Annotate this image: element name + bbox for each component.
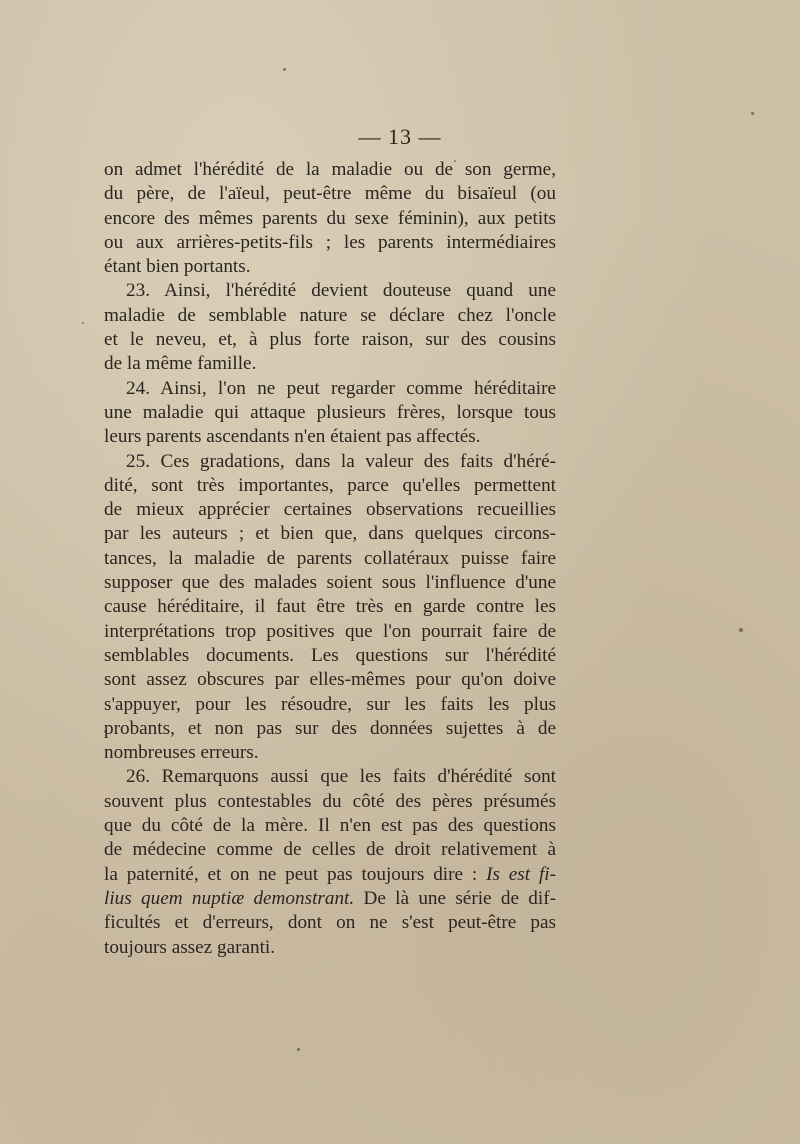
text-line: nombreuses erreurs. bbox=[104, 742, 259, 764]
text-line: 25. Ces gradations, dans la valeur des faits d'héré- bbox=[126, 450, 556, 472]
page-number: — 13 — bbox=[358, 124, 442, 149]
latin-quote-part2: lius quem nuptiæ demonstrant. bbox=[104, 887, 355, 909]
text-line: leurs parents ascendants n'en étaient pas affectés. bbox=[104, 426, 481, 448]
latin-quote-part1: Is est fi- bbox=[486, 863, 556, 885]
text-line: encore des mêmes parents du sexe féminin), aux petits bbox=[104, 207, 556, 229]
text-line: interprétations trop positives que l'on pourrait faire de bbox=[104, 620, 556, 642]
text-line: toujours assez garanti. bbox=[104, 936, 276, 958]
text-line: on admet l'hérédité de la maladie ou de son germe, bbox=[104, 159, 556, 180]
paper-speck bbox=[82, 322, 84, 324]
paper-speck bbox=[283, 68, 286, 71]
text-line bbox=[104, 887, 556, 911]
text-fragment: la paternité, et on ne peut pas toujours dire : bbox=[104, 863, 487, 885]
paragraph-continuation bbox=[104, 158, 556, 279]
text-line: et le neveu, et, à plus forte raison, sur des cousins bbox=[104, 329, 556, 351]
text-line bbox=[104, 863, 556, 887]
text-line: sont assez obscures par elles-mêmes pour qu'on doive bbox=[104, 669, 556, 691]
text-line: de la même famille. bbox=[104, 353, 257, 375]
text-line: s'appuyer, pour les résoudre, sur les faits les plus bbox=[104, 693, 556, 715]
text-fragment: De là une série de dif- bbox=[354, 887, 556, 909]
text-line: probants, et non pas sur des données sujettes à de bbox=[104, 717, 556, 739]
text-line: 26. Remarquons aussi que les faits d'hérédité sont bbox=[126, 766, 556, 788]
paper-speck bbox=[739, 628, 743, 632]
paper-speck bbox=[751, 112, 754, 115]
text-line: 23. Ainsi, l'hérédité devient douteuse quand une bbox=[126, 280, 556, 302]
text-line: dité, sont très importantes, parce qu'elles permettent bbox=[104, 474, 556, 496]
text-line: supposer que des malades soient sous l'influence d'une bbox=[104, 572, 556, 594]
text-line: que du côté de la mère. Il n'en est pas des questions bbox=[104, 815, 556, 837]
text-line: ou aux arrières-petits-fils ; les parents intermédiaires bbox=[104, 231, 556, 253]
text-line: de mieux apprécier certaines observations recueillies bbox=[104, 499, 556, 521]
text-line: par les auteurs ; et bien que, dans quelques circons- bbox=[104, 523, 556, 545]
paper-speck bbox=[297, 1048, 300, 1051]
paragraph-26 bbox=[104, 765, 556, 959]
text-line: une maladie qui attaque plusieurs frères, lorsque tous bbox=[104, 401, 556, 423]
text-line: maladie de semblable nature se déclare chez l'oncle bbox=[104, 304, 556, 326]
text-line: étant bien portants. bbox=[104, 256, 251, 278]
text-line: du père, de l'aïeul, peut-être même du bisaïeul (ou bbox=[104, 183, 556, 205]
text-line: ficultés et d'erreurs, dont on ne s'est peut-être pas bbox=[104, 912, 556, 934]
paragraph-24 bbox=[104, 377, 556, 450]
paragraph-23 bbox=[104, 279, 556, 376]
paragraph-25 bbox=[104, 450, 556, 766]
text-line: tances, la maladie de parents collatéraux puisse faire bbox=[104, 547, 556, 569]
text-line: semblables documents. Les questions sur l'hérédité bbox=[104, 644, 556, 666]
body-text bbox=[104, 158, 556, 960]
text-line: 24. Ainsi, l'on ne peut regarder comme héréditaire bbox=[126, 377, 556, 399]
text-line: souvent plus contestables du côté des pères présumés bbox=[104, 790, 556, 812]
text-line: cause héréditaire, il faut être très en garde contre les bbox=[104, 596, 556, 618]
text-line: de médecine comme de celles de droit relativement à bbox=[104, 839, 556, 861]
